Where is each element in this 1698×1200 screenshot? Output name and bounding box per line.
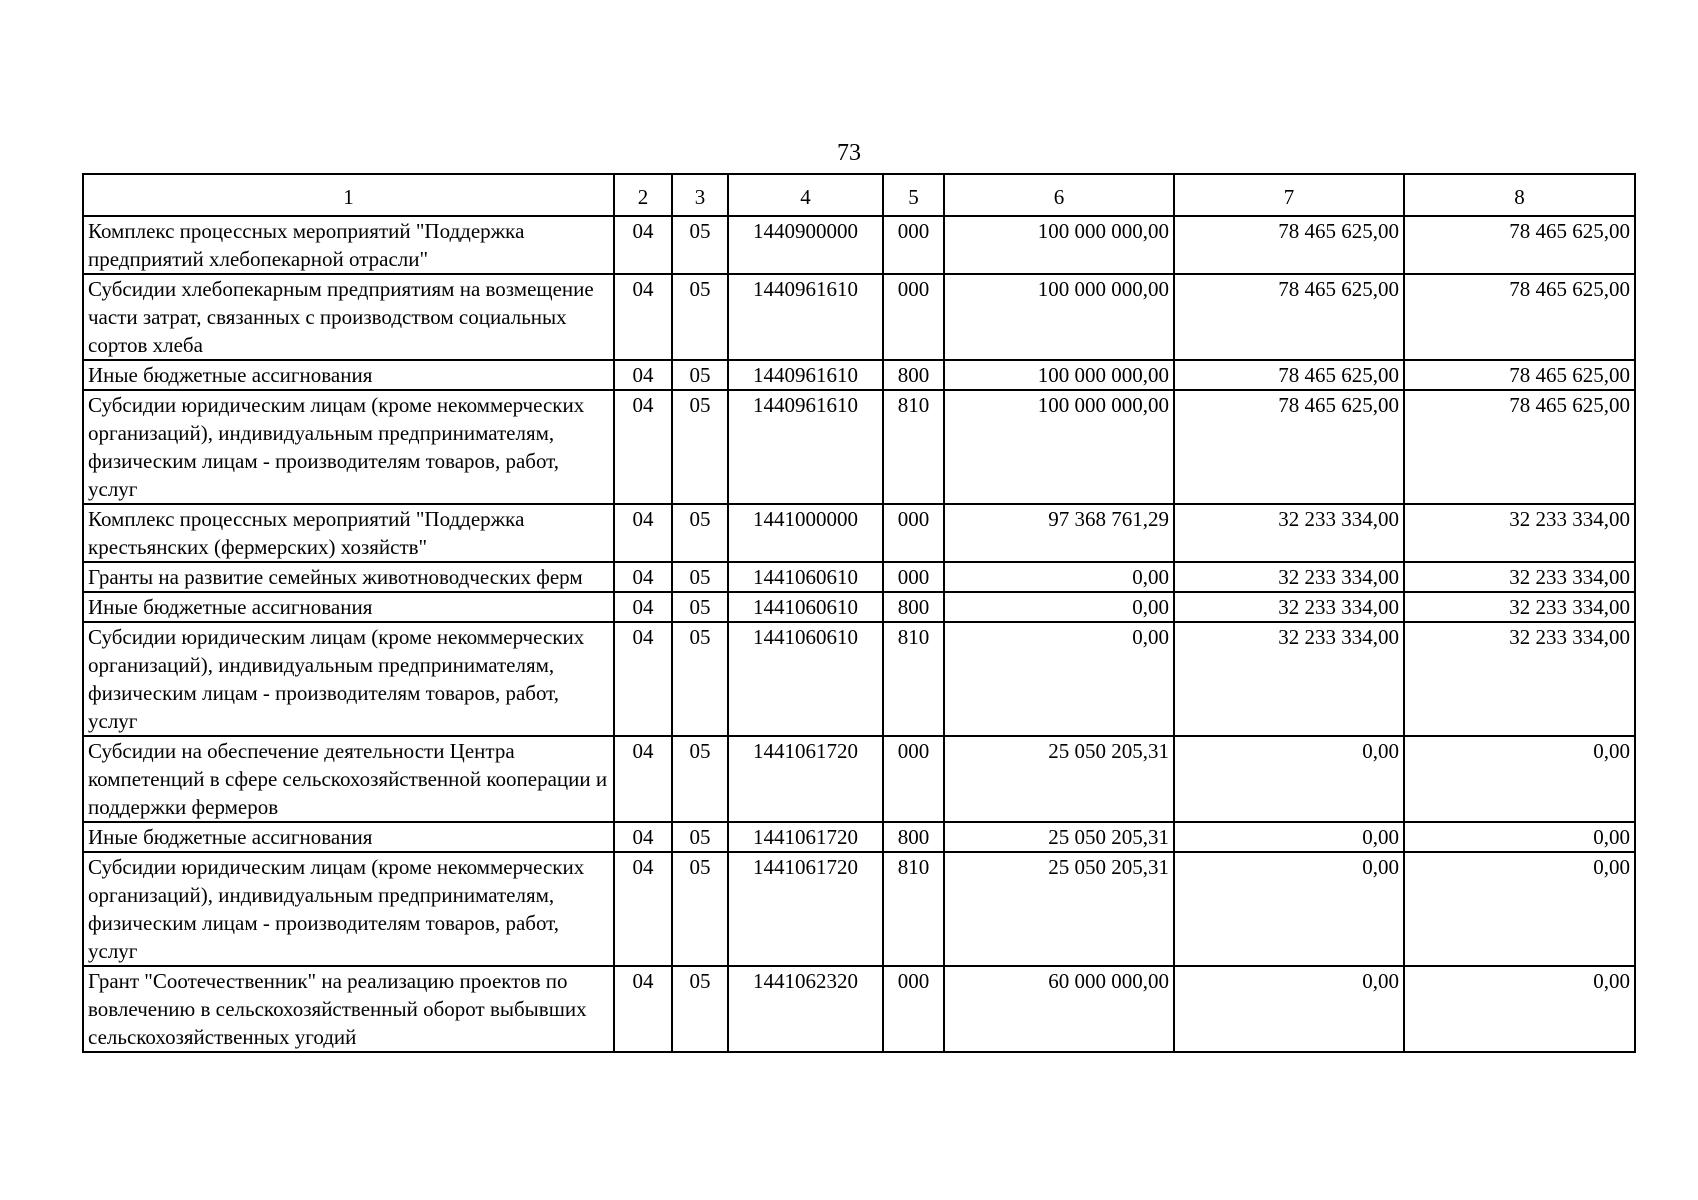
column-header-8: 8	[1404, 174, 1635, 216]
amount-col-8: 78 465 625,00	[1404, 274, 1635, 360]
section-code: 04	[614, 852, 672, 966]
target-article-code: 1441000000	[728, 504, 883, 562]
target-article-code: 1440961610	[728, 274, 883, 360]
section-code: 04	[614, 274, 672, 360]
expense-type-code: 000	[883, 562, 944, 592]
expense-type-code: 810	[883, 622, 944, 736]
subsection-code: 05	[672, 736, 728, 822]
row-name: Субсидии юридическим лицам (кроме некоммерческих организаций), индивидуальным предпринимателям, физическим лицам - производителям товаров, работ, услуг	[83, 390, 614, 504]
subsection-code: 05	[672, 592, 728, 622]
section-code: 04	[614, 216, 672, 274]
row-name: Грант "Соотечественник" на реализацию проектов по вовлечению в сельскохозяйственный оборот выбывших сельскохозяйственных угодий	[83, 966, 614, 1052]
target-article-code: 1440961610	[728, 390, 883, 504]
subsection-code: 05	[672, 822, 728, 852]
row-name: Субсидии юридическим лицам (кроме некоммерческих организаций), индивидуальным предпринимателям, физическим лицам - производителям товаров, работ, услуг	[83, 852, 614, 966]
row-name: Комплекс процессных мероприятий "Поддержка крестьянских (фермерских) хозяйств"	[83, 504, 614, 562]
amount-col-8: 78 465 625,00	[1404, 390, 1635, 504]
column-header-2: 2	[614, 174, 672, 216]
subsection-code: 05	[672, 216, 728, 274]
expense-type-code: 000	[883, 966, 944, 1052]
amount-col-7: 78 465 625,00	[1174, 216, 1404, 274]
subsection-code: 05	[672, 852, 728, 966]
target-article-code: 1440900000	[728, 216, 883, 274]
amount-col-8: 0,00	[1404, 966, 1635, 1052]
target-article-code: 1441062320	[728, 966, 883, 1052]
amount-col-8: 32 233 334,00	[1404, 592, 1635, 622]
table-body	[83, 216, 1635, 1052]
amount-col-8: 0,00	[1404, 736, 1635, 822]
amount-col-7: 32 233 334,00	[1174, 504, 1404, 562]
amount-col-7: 32 233 334,00	[1174, 562, 1404, 592]
section-code: 04	[614, 592, 672, 622]
expense-type-code: 800	[883, 360, 944, 390]
amount-col-6: 0,00	[944, 592, 1174, 622]
column-header-7: 7	[1174, 174, 1404, 216]
amount-col-6: 60 000 000,00	[944, 966, 1174, 1052]
target-article-code: 1441061720	[728, 736, 883, 822]
row-name: Субсидии хлебопекарным предприятиям на возмещение части затрат, связанных с производством социальных сортов хлеба	[83, 274, 614, 360]
column-header-1: 1	[83, 174, 614, 216]
expense-type-code: 000	[883, 216, 944, 274]
expense-type-code: 800	[883, 822, 944, 852]
amount-col-6: 25 050 205,31	[944, 822, 1174, 852]
column-header-4: 4	[728, 174, 883, 216]
subsection-code: 05	[672, 360, 728, 390]
budget-table	[82, 173, 1636, 1053]
amount-col-6: 25 050 205,31	[944, 852, 1174, 966]
column-header-5: 5	[883, 174, 944, 216]
subsection-code: 05	[672, 504, 728, 562]
target-article-code: 1441060610	[728, 622, 883, 736]
amount-col-8: 32 233 334,00	[1404, 622, 1635, 736]
row-name: Иные бюджетные ассигнования	[83, 822, 614, 852]
subsection-code: 05	[672, 274, 728, 360]
amount-col-6: 0,00	[944, 622, 1174, 736]
table-row	[83, 592, 1635, 622]
amount-col-7: 32 233 334,00	[1174, 622, 1404, 736]
table-row	[83, 216, 1635, 274]
table-row	[83, 622, 1635, 736]
subsection-code: 05	[672, 966, 728, 1052]
section-code: 04	[614, 360, 672, 390]
section-code: 04	[614, 562, 672, 592]
subsection-code: 05	[672, 622, 728, 736]
table-row	[83, 360, 1635, 390]
amount-col-7: 78 465 625,00	[1174, 390, 1404, 504]
target-article-code: 1440961610	[728, 360, 883, 390]
page-number: 73	[837, 140, 861, 166]
header-row	[83, 174, 1635, 216]
target-article-code: 1441060610	[728, 562, 883, 592]
expense-type-code: 800	[883, 592, 944, 622]
table-row	[83, 822, 1635, 852]
section-code: 04	[614, 966, 672, 1052]
amount-col-6: 0,00	[944, 562, 1174, 592]
amount-col-6: 100 000 000,00	[944, 216, 1174, 274]
column-header-3: 3	[672, 174, 728, 216]
amount-col-8: 78 465 625,00	[1404, 360, 1635, 390]
amount-col-8: 78 465 625,00	[1404, 216, 1635, 274]
row-name: Субсидии юридическим лицам (кроме некоммерческих организаций), индивидуальным предпринимателям, физическим лицам - производителям товаров, работ, услуг	[83, 622, 614, 736]
amount-col-8: 32 233 334,00	[1404, 504, 1635, 562]
amount-col-7: 0,00	[1174, 822, 1404, 852]
amount-col-8: 0,00	[1404, 852, 1635, 966]
amount-col-7: 0,00	[1174, 966, 1404, 1052]
section-code: 04	[614, 822, 672, 852]
expense-type-code: 810	[883, 390, 944, 504]
expense-type-code: 000	[883, 736, 944, 822]
amount-col-6: 100 000 000,00	[944, 360, 1174, 390]
section-code: 04	[614, 504, 672, 562]
subsection-code: 05	[672, 390, 728, 504]
target-article-code: 1441061720	[728, 822, 883, 852]
amount-col-7: 32 233 334,00	[1174, 592, 1404, 622]
row-name: Гранты на развитие семейных животноводческих ферм	[83, 562, 614, 592]
section-code: 04	[614, 736, 672, 822]
amount-col-8: 0,00	[1404, 822, 1635, 852]
amount-col-7: 0,00	[1174, 852, 1404, 966]
row-name: Иные бюджетные ассигнования	[83, 360, 614, 390]
expense-type-code: 000	[883, 504, 944, 562]
section-code: 04	[614, 622, 672, 736]
expense-type-code: 810	[883, 852, 944, 966]
row-name: Комплекс процессных мероприятий "Поддержка предприятий хлебопекарной отрасли"	[83, 216, 614, 274]
amount-col-6: 100 000 000,00	[944, 274, 1174, 360]
table-row	[83, 736, 1635, 822]
target-article-code: 1441060610	[728, 592, 883, 622]
column-header-6: 6	[944, 174, 1174, 216]
amount-col-7: 0,00	[1174, 736, 1404, 822]
amount-col-7: 78 465 625,00	[1174, 360, 1404, 390]
amount-col-6: 100 000 000,00	[944, 390, 1174, 504]
row-name: Субсидии на обеспечение деятельности Центра компетенций в сфере сельскохозяйственной кооперации и поддержки фермеров	[83, 736, 614, 822]
table-row	[83, 274, 1635, 360]
section-code: 04	[614, 390, 672, 504]
amount-col-7: 78 465 625,00	[1174, 274, 1404, 360]
table-row	[83, 390, 1635, 504]
table-row	[83, 562, 1635, 592]
table-row	[83, 966, 1635, 1052]
amount-col-8: 32 233 334,00	[1404, 562, 1635, 592]
amount-col-6: 25 050 205,31	[944, 736, 1174, 822]
subsection-code: 05	[672, 562, 728, 592]
row-name: Иные бюджетные ассигнования	[83, 592, 614, 622]
amount-col-6: 97 368 761,29	[944, 504, 1174, 562]
table-row	[83, 504, 1635, 562]
expense-type-code: 000	[883, 274, 944, 360]
target-article-code: 1441061720	[728, 852, 883, 966]
table-row	[83, 852, 1635, 966]
